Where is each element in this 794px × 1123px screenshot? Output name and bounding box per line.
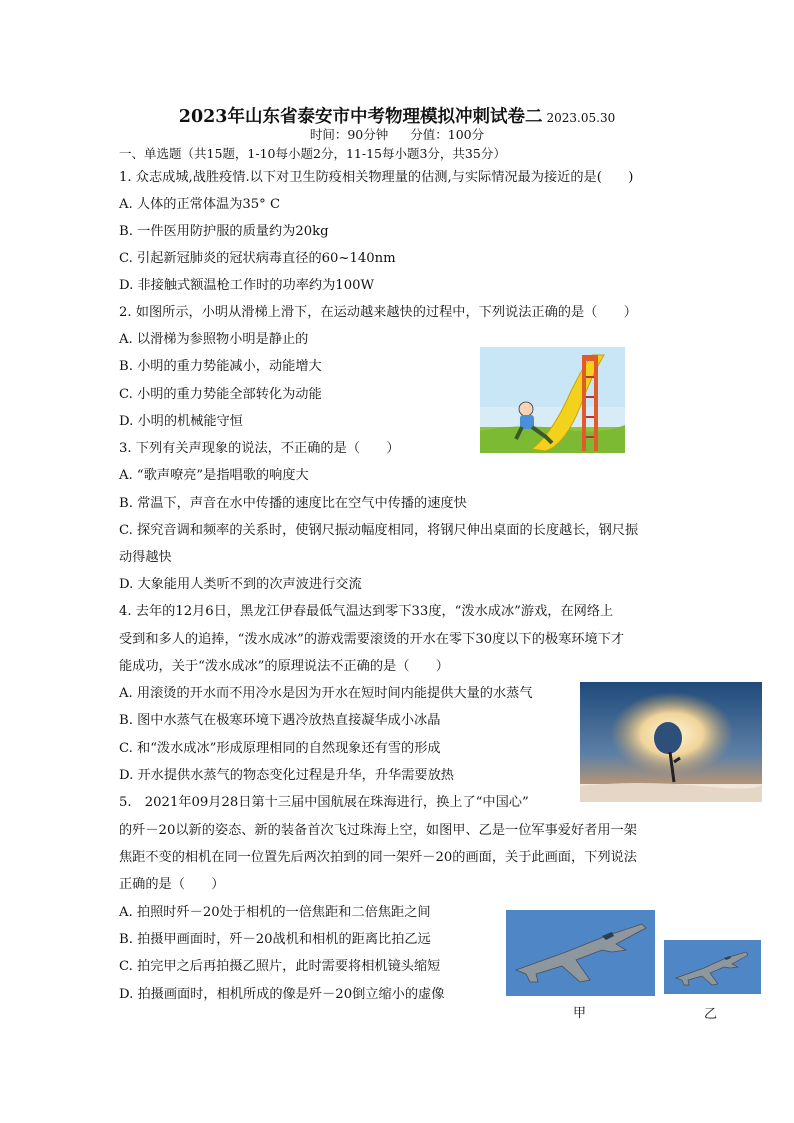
caption-jia: 甲 (573, 1006, 587, 1021)
water-to-ice-photo (580, 682, 762, 802)
jet-photo-yi (664, 940, 761, 994)
exam-meta (0, 125, 794, 143)
jet-photo-jia (506, 910, 655, 996)
q5-stem: 5. 2021年09月28日第十三届中国航展在珠海进行，换上了“中国心” (119, 795, 529, 810)
exam-date: 2023.05.30 (546, 111, 616, 125)
q2-option-b: B. 小明的重力势能减小，动能增大 (119, 359, 322, 374)
q5-stem-line2: 的歼－20以新的姿态、新的装备首次飞过珠海上空，如图甲、乙是一位军事爱好者用一架 (119, 823, 637, 838)
q4-stem: 4. 去年的12月6日，黑龙江伊春最低气温达到零下33度，“泼水成冰”游戏，在网络上 (119, 604, 614, 619)
q3-option-c-cont: 动得越快 (119, 550, 172, 565)
q5-stem-line4: 正确的是（ ） (119, 877, 225, 892)
q3-option-c: C. 探究音调和频率的关系时，使钢尺振动幅度相同，将钢尺伸出桌面的长度越长，钢尺振 (119, 523, 639, 538)
q1-stem: 1. 众志成城,战胜疫情.以下对卫生防疫相关物理量的估测,与实际情况最为接近的是( ) (119, 170, 634, 185)
q5-stem-line3: 焦距不变的相机在同一位置先后两次拍到的同一架歼－20的画面，关于此画面，下列说法 (119, 850, 637, 865)
section-heading: 一、单选题（共15题，1-10每小题2分，11-15每小题3分，共35分） (119, 146, 506, 161)
q3-option-b: B. 常温下，声音在水中传播的速度比在空气中传播的速度快 (119, 496, 467, 511)
q4-stem-line3: 能成功，关于“泼水成冰”的原理说法不正确的是（ ） (119, 659, 449, 674)
q5-option-a: A. 拍照时歼－20处于相机的一倍焦距和二倍焦距之间 (119, 905, 431, 920)
exam-score: 分值：100分 (410, 127, 485, 142)
q2-stem: 2. 如图所示，小明从滑梯上滑下，在运动越来越快的过程中，下列说法正确的是（ ） (119, 305, 637, 320)
q2-option-a: A. 以滑梯为参照物小明是静止的 (119, 332, 309, 347)
q3-option-a: A. “歌声嘹亮”是指唱歌的响度大 (119, 468, 309, 483)
title-text: 2023年山东省泰安市中考物理模拟冲刺试卷二 (178, 107, 543, 127)
q4-option-c: C. 和“泼水成冰”形成原理相同的自然现象还有雪的形成 (119, 741, 441, 756)
q5-option-d: D. 拍摄画面时，相机所成的像是歼－20倒立缩小的虚像 (119, 987, 445, 1002)
q4-option-b: B. 图中水蒸气在极寒环境下遇冷放热直接凝华成小冰晶 (119, 713, 441, 728)
q5-option-c: C. 拍完甲之后再拍摄乙照片，此时需要将相机镜头缩短 (119, 959, 441, 974)
q2-option-d: D. 小明的机械能守恒 (119, 414, 243, 429)
q2-option-c: C. 小明的重力势能全部转化为动能 (119, 387, 322, 402)
q1-option-d: D. 非接触式额温枪工作时的功率约为100W (119, 278, 375, 293)
q4-stem-line2: 受到和多人的追捧，“泼水成冰”的游戏需要滚烫的开水在零下30度以下的极寒环境下才 (119, 632, 625, 647)
caption-yi: 乙 (704, 1007, 718, 1022)
exam-time: 时间：90分钟 (309, 127, 389, 142)
q4-option-a: A. 用滚烫的开水而不用冷水是因为开水在短时间内能提供大量的水蒸气 (119, 686, 533, 701)
q5-option-b: B. 拍摄甲画面时，歼－20战机和相机的距离比拍乙远 (119, 932, 431, 947)
q4-option-d: D. 开水提供水蒸气的物态变化过程是升华，升华需要放热 (119, 768, 454, 783)
q3-stem: 3. 下列有关声现象的说法，不正确的是（ ） (119, 441, 400, 456)
q1-option-c: C. 引起新冠肺炎的冠状病毒直径的60~140nm (119, 251, 396, 266)
q1-option-b: B. 一件医用防护服的质量约为20kg (119, 224, 329, 239)
slide-illustration (480, 347, 625, 453)
q1-option-a: A. 人体的正常体温为35° C (119, 197, 281, 212)
q3-option-d: D. 大象能用人类听不到的次声波进行交流 (119, 577, 362, 592)
